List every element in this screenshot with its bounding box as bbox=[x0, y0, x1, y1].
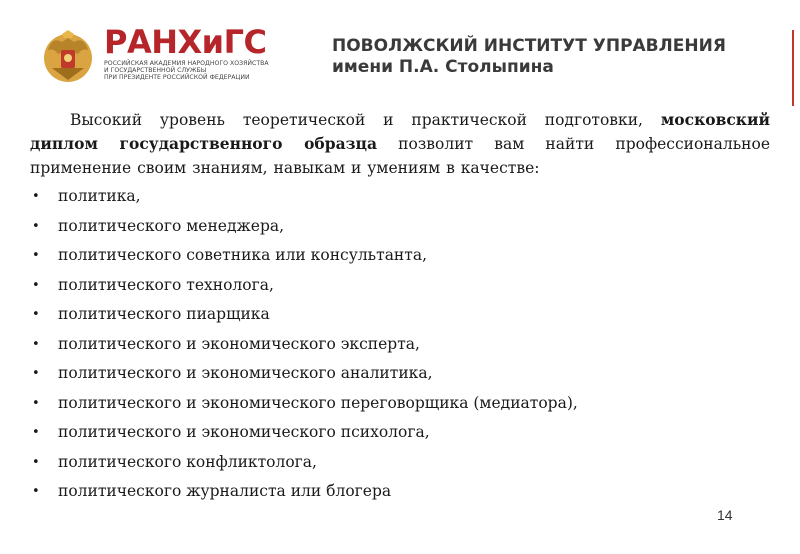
list-item: • политика, bbox=[30, 182, 770, 212]
list-item: • политического и экономического эксперта, bbox=[30, 330, 770, 360]
logo-name: РАНХиГС bbox=[104, 23, 267, 61]
slide-content bbox=[30, 108, 770, 507]
intro-paragraph bbox=[30, 108, 770, 180]
list-item: • политического пиарщика bbox=[30, 300, 770, 330]
list-item: • политического советника или консультанта, bbox=[30, 241, 770, 271]
page-number: 14 bbox=[717, 507, 733, 523]
double-headed-eagle-emblem-icon bbox=[42, 28, 94, 84]
intro-text-start: Высокий уровень теоретической и практической подготовки, bbox=[70, 111, 661, 129]
list-item: • политического и экономического переговорщика (медиатора), bbox=[30, 389, 770, 419]
list-item: • политического технолога, bbox=[30, 271, 770, 301]
logo-brand bbox=[104, 23, 269, 82]
header bbox=[0, 0, 800, 100]
intro-text-end: позволит вам найти профессиональное применение своим знаниям, навыкам и умениям в качестве: bbox=[30, 135, 770, 177]
logo-subtitle-line: РОССИЙСКАЯ АКАДЕМИЯ НАРОДНОГО ХОЗЯЙСТВА bbox=[104, 60, 269, 67]
list-item: • политического конфликтолога, bbox=[30, 448, 770, 478]
intro-text-bold: московский диплом государственного образца bbox=[30, 110, 770, 153]
logo-subtitle-line: ПРИ ПРЕЗИДЕНТЕ РОССИЙСКОЙ ФЕДЕРАЦИИ bbox=[104, 74, 250, 82]
institute-title-line: ПОВОЛЖСКИЙ ИНСТИТУТ УПРАВЛЕНИЯ bbox=[332, 36, 726, 56]
list-item: • политического и экономического психолога, bbox=[30, 418, 770, 448]
roles-list bbox=[30, 182, 770, 507]
logo-subtitle bbox=[104, 60, 269, 82]
list-item: • политического и экономического аналитика, bbox=[30, 359, 770, 389]
institute-title bbox=[332, 36, 726, 78]
list-item: • политического журналиста или блогера bbox=[30, 477, 770, 507]
institute-title-line: имени П.А. Столыпина bbox=[332, 57, 554, 77]
accent-divider bbox=[792, 30, 794, 106]
logo-subtitle-line: И ГОСУДАРСТВЕННОЙ СЛУЖБЫ bbox=[104, 67, 207, 75]
list-item: • политического менеджера, bbox=[30, 212, 770, 242]
